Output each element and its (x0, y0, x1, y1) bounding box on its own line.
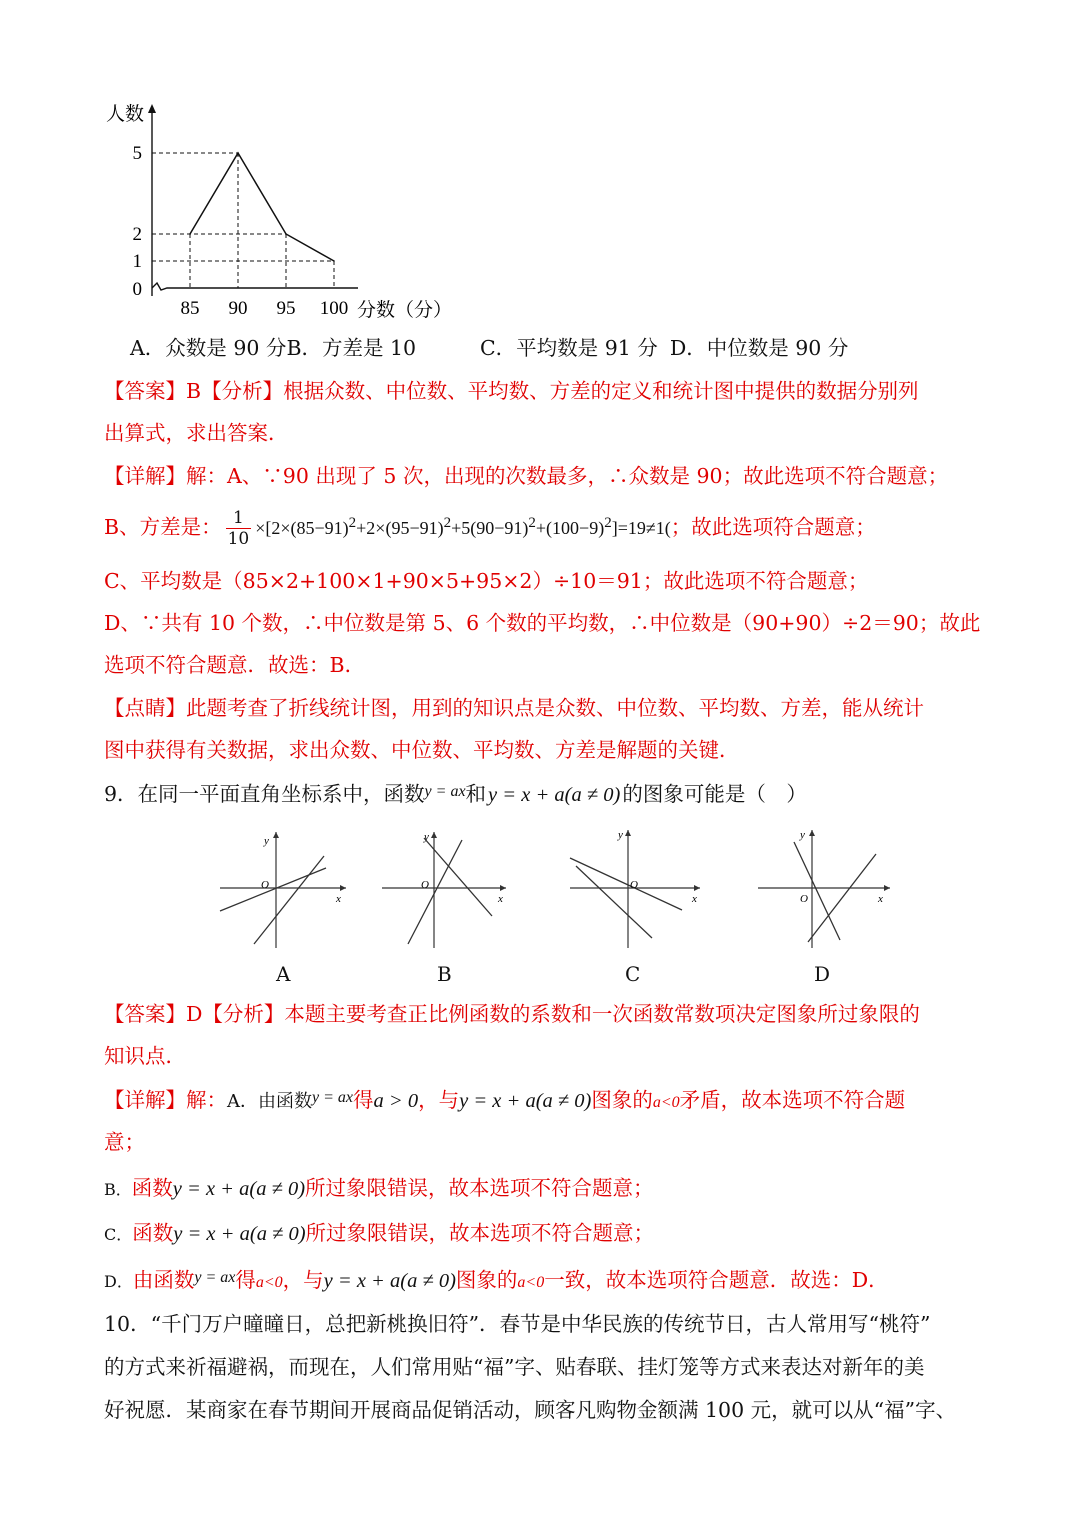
q9-stem-formula1: y = ax (424, 783, 466, 800)
q9-graph-b-line2 (408, 840, 462, 944)
chart-x-tick-label: 100 (319, 298, 349, 319)
q8-formula-4: +(100−9) (535, 518, 605, 538)
q9-detail-a-head: 【详解】解： (104, 1088, 227, 1112)
q9-detail-c-text2: 所过象限错误，故本选项不符合题意； (305, 1221, 655, 1245)
q9-detail-a-formula4: a<0 (652, 1094, 680, 1111)
chart-data-point (333, 260, 335, 262)
chart-ylabel: 人数 (106, 104, 145, 125)
q8-line-chart (96, 96, 466, 328)
q9-graph-d-y-arrow (809, 830, 815, 836)
q9-detail-c (104, 1219, 654, 1249)
q9-detail-d-formula3: y = x + a(a ≠ 0) (323, 1270, 456, 1292)
q9-graph-a-y-label: y (264, 835, 269, 847)
chart-x-tick-label: 95 (276, 298, 296, 319)
q9-detail-a-text4: 图象的 (591, 1088, 653, 1112)
q9-detail-d-text4: 图象的 (455, 1268, 518, 1292)
q8-sq-1: 2 (348, 515, 357, 531)
q9-detail-d-head: D． (104, 1272, 133, 1291)
q9-detail-d-formula2: a<0 (255, 1274, 283, 1291)
q8-formula-2: +2×(95−91) (356, 518, 444, 538)
q9-graph-c (566, 822, 706, 952)
chart-x-tick-label: 90 (228, 298, 248, 319)
q9-detail-d-text3: ，与 (282, 1268, 324, 1292)
q9-graph-b-x-label: x (498, 893, 503, 905)
q9-graph-label-d: D (814, 962, 831, 986)
q10-line1: 10．“千门万户曈曈日，总把新桃换旧符”．春节是中华民族的传统节日，古人常用写“桃符” (104, 1312, 931, 1336)
q8-detail-b (104, 508, 876, 549)
q9-graph-d (754, 822, 894, 952)
q8-detail-d2: 选项不符合题意．故选：B． (104, 653, 366, 677)
q8-sq-2: 2 (443, 515, 452, 531)
q9-stem-formula2: y = x + a(a ≠ 0) (488, 784, 621, 806)
q9-graph-a-x-label: x (336, 893, 341, 905)
q9-graph-b-y-arrow (431, 832, 437, 838)
q9-graph-d-line2 (808, 854, 876, 942)
q8-option-b: B．方差是 10 (286, 336, 417, 360)
chart-x-axis (152, 283, 358, 290)
q9-detail-c-formula: y = x + a(a ≠ 0) (173, 1223, 306, 1245)
q9-detail-a-text2: 得 (353, 1088, 374, 1112)
q9-graph-c-origin: O (630, 879, 638, 891)
q8-fraction (226, 508, 252, 549)
q9-detail-a-text1: A．由函数 (227, 1091, 312, 1112)
q9-graph-a-line2 (254, 856, 324, 944)
q9-graph-a-x-arrow (340, 885, 346, 891)
q9-graph-b (378, 822, 518, 952)
q9-graph-c-line2 (576, 866, 652, 938)
q9-detail-c-text1: 函数 (132, 1221, 174, 1245)
q9-graph-d-y-label: y (800, 829, 805, 841)
q8-answer-line2: 出算式，求出答案． (104, 421, 289, 445)
q9-detail-b-formula: y = x + a(a ≠ 0) (172, 1178, 306, 1200)
q9-graph-d-x-arrow (884, 885, 890, 891)
q8-formula-1: ×[2×(85−91) (255, 518, 349, 538)
q9-detail-d-formula4: a<0 (517, 1274, 545, 1291)
chart-xlabel: 分数（分） (357, 300, 453, 321)
chart-y-tick-label: 2 (132, 224, 142, 245)
q9-graph-a-origin: O (261, 879, 269, 891)
q9-graph-c-x-label: x (692, 893, 697, 905)
q9-stem-text1: 9．在同一平面直角坐标系中，函数 (104, 782, 425, 806)
q9-detail-d-formula1: y = ax (194, 1269, 236, 1286)
q8-comment2: 图中获得有关数据，求出众数、中位数、平均数、方差是解题的关键． (104, 738, 740, 762)
q8-formula-5: ]=19≠1( (611, 518, 671, 538)
chart-series-line (190, 153, 334, 261)
q9-answer-line1: 【答案】D【分析】本题主要考查正比例函数的系数和一次函数常数项决定图象所过象限的 (104, 1002, 920, 1026)
q9-detail-a-cont: 意； (104, 1130, 145, 1154)
q9-graph-a (214, 822, 354, 952)
chart-y-tick-label: 0 (132, 279, 142, 300)
q9-detail-b-text1: 函数 (131, 1176, 173, 1200)
q8-fraction-den: 10 (227, 529, 250, 549)
chart-data-point (189, 233, 191, 235)
q9-detail-a-formula3: y = x + a(a ≠ 0) (459, 1090, 592, 1112)
q9-answer-line2: 知识点． (104, 1044, 186, 1068)
chart-x-tick-label: 85 (180, 298, 200, 319)
q8-option-d: D．中位数是 90 分 (669, 336, 849, 360)
q8-formula-3: +5(90−91) (451, 518, 529, 538)
q9-detail-d-text5: 一致，故本选项符合题意．故选：D． (544, 1268, 889, 1292)
q8-sq-3: 2 (528, 515, 536, 531)
q9-graph-c-y-arrow (625, 830, 631, 836)
q8-option-c: C．平均数是 91 分 (480, 336, 658, 360)
q9-graph-b-origin: O (421, 879, 429, 891)
q9-stem-text3: 的图象可能是（ ） (622, 782, 807, 806)
chart-data-point (237, 152, 239, 154)
q8-detail-b-suffix: ；故此选项符合题意； (670, 515, 876, 539)
q8-option-a: A．众数是 90 分 (130, 336, 287, 360)
q9-graph-d-line1 (794, 842, 840, 940)
q9-graph-b-y-label: y (424, 831, 429, 843)
q9-detail-a-formula2: a > 0 (373, 1090, 419, 1112)
q9-graph-d-origin: O (800, 893, 808, 905)
q9-graph-c-x-arrow (694, 885, 700, 891)
q9-detail-b (104, 1174, 654, 1204)
q9-graph-c-y-label: y (618, 829, 623, 841)
q8-fraction-num: 1 (226, 508, 252, 529)
q9-graph-a-y-arrow (273, 832, 279, 838)
q9-detail-a-text5: 矛盾，故本选项不符合题 (679, 1088, 906, 1112)
chart-y-tick-label: 1 (132, 251, 142, 272)
q9-detail-d-text1: 由函数 (132, 1268, 195, 1292)
q10-line2: 的方式来祈福避祸，而现在，人们常用贴“福”字、贴春联、挂灯笼等方式来表达对新年的美 (104, 1355, 925, 1379)
q9-graph-label-c: C (625, 962, 641, 986)
q8-answer-line1: 【答案】B【分析】根据众数、中位数、平均数、方差的定义和统计图中提供的数据分别列 (104, 379, 919, 403)
chart-y-tick-label: 5 (132, 143, 142, 164)
q9-stem-text2: 和 (465, 782, 487, 806)
q9-detail-c-head: C． (104, 1225, 133, 1244)
chart-data-point (285, 233, 287, 235)
q8-detail-c: C、平均数是（85×2+100×1+90×5+95×2）÷10＝91；故此选项不符合题意； (104, 569, 869, 593)
q9-detail-a-text3: ，与 (418, 1088, 460, 1112)
q8-comment1: 【点睛】此题考查了折线统计图，用到的知识点是众数、中位数、平均数、方差，能从统计 (104, 696, 924, 720)
q8-detail-d1: D、∵共有 10 个数，∴中位数是第 5、6 个数的平均数，∴中位数是（90+90）÷2＝90；故此 (104, 611, 981, 635)
q9-detail-d (104, 1266, 889, 1297)
q8-detail-a: 【详解】解：A、∵90 出现了 5 次，出现的次数最多，∴众数是 90；故此选项不符合题意； (104, 464, 949, 488)
q9-detail-d-text2: 得 (235, 1268, 256, 1292)
q9-detail-a-formula1: y = ax (312, 1089, 353, 1106)
q9-detail-b-head: B． (104, 1180, 132, 1199)
q9-graph-b-x-arrow (500, 885, 506, 891)
q9-detail-b-text2: 所过象限错误，故本选项不符合题意； (305, 1176, 654, 1200)
q8-detail-b-prefix: B、方差是： (104, 515, 222, 539)
q10-line3: 好祝愿．某商家在春节期间开展商品促销活动，顾客凡购物金额满 100 元，就可以从“福”字、 (104, 1398, 957, 1422)
q9-graph-c-line1 (570, 858, 682, 910)
q9-detail-a (104, 1086, 905, 1117)
q9-graph-label-b: B (437, 962, 452, 986)
chart-y-axis-arrow (148, 104, 156, 113)
q8-sq-4: 2 (604, 515, 612, 531)
q9-graph-label-a: A (276, 962, 291, 986)
q9-graph-d-x-label: x (878, 893, 883, 905)
q9-stem (104, 780, 807, 811)
